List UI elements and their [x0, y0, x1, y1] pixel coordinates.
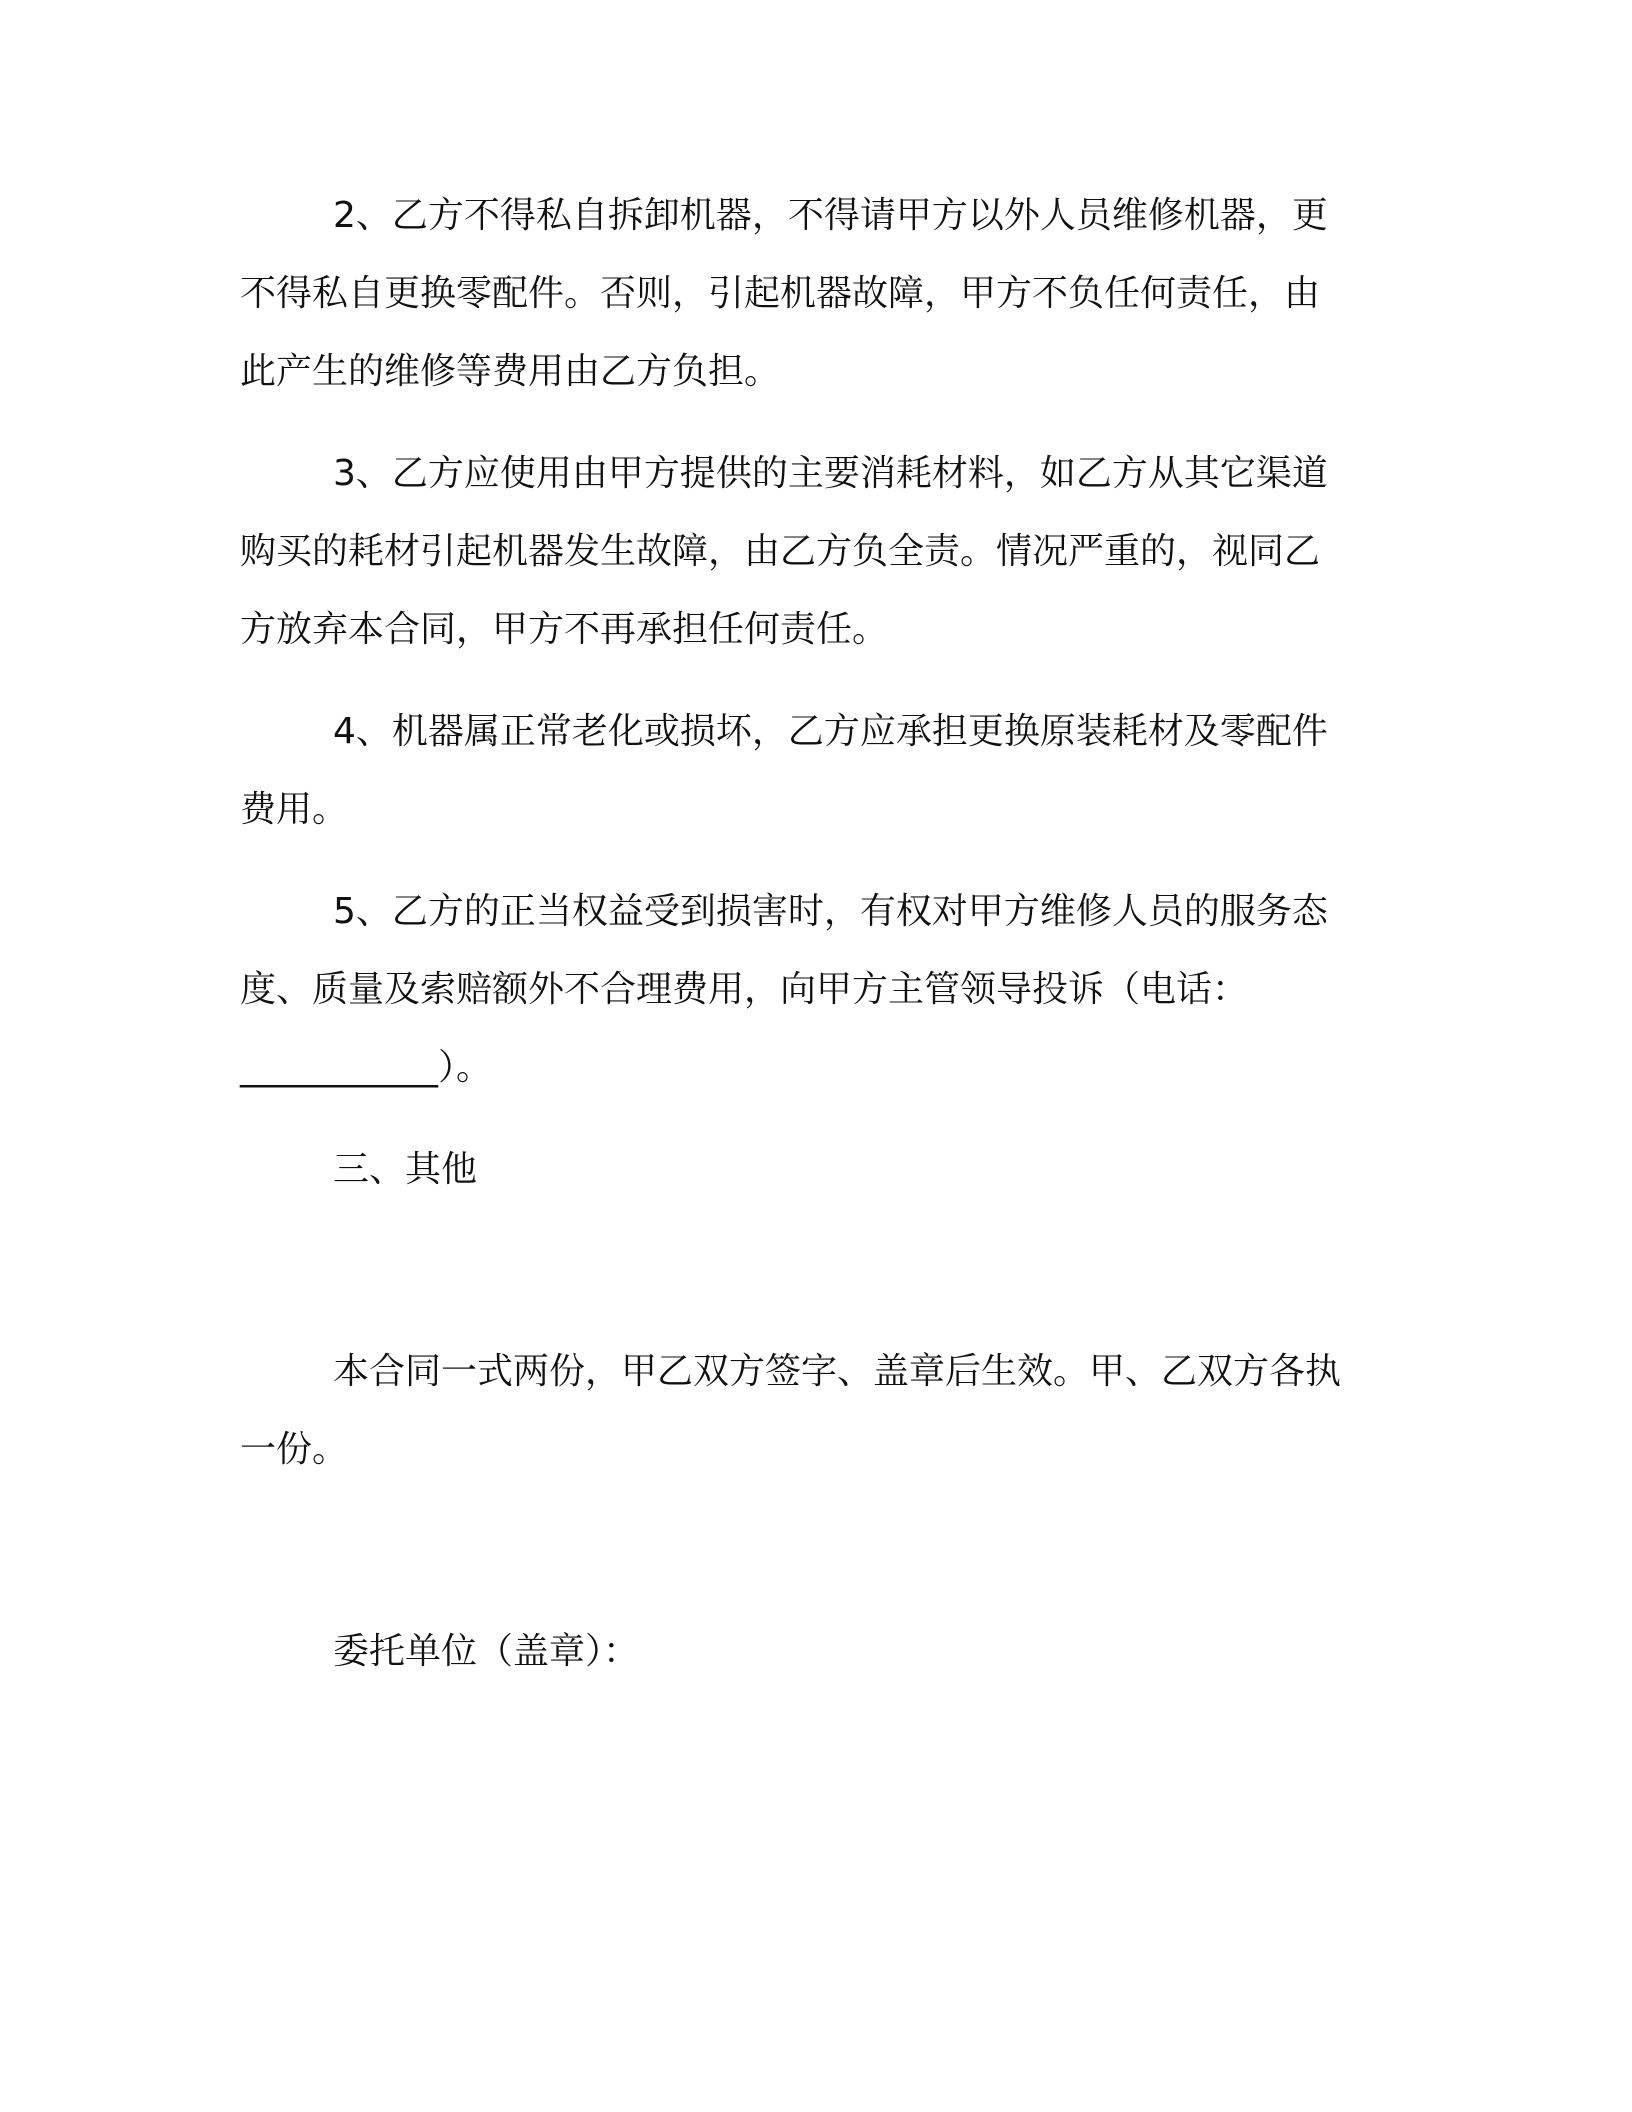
clause-2-line-3: 此产生的维修等费用由乙方负担。: [240, 351, 781, 392]
copies-line-2: 一份。: [240, 1429, 349, 1470]
clause-3-line-1: 3、乙方应使用由甲方提供的主要消耗材料，如乙方从其它渠道: [333, 453, 1328, 494]
clause-2-line-1: 2、乙方不得私自拆卸机器，不得请甲方以外人员维修机器，更: [333, 195, 1328, 236]
section-heading-other: 三、其他: [333, 1149, 478, 1190]
signature-entrusting-unit: 委托单位（盖章）：: [333, 1631, 640, 1672]
clause-4-line-2: 费用。: [240, 789, 349, 830]
clause-5-phone-line: ___________）。: [240, 1047, 493, 1088]
clause-3-line-3: 方放弃本合同，甲方不再承担任何责任。: [240, 609, 889, 650]
clause-5-line-1: 5、乙方的正当权益受到损害时，有权对甲方维修人员的服务态: [333, 891, 1328, 932]
clause-4-line-1: 4、机器属正常老化或损坏，乙方应承担更换原装耗材及零配件: [333, 711, 1328, 752]
clause-5-line-2: 度、质量及索赔额外不合理费用，向甲方主管领导投诉（电话：: [240, 969, 1249, 1010]
copies-line-1: 本合同一式两份，甲乙双方签字、盖章后生效。甲、乙双方各执: [333, 1351, 1342, 1392]
clause-3-line-2: 购买的耗材引起机器发生故障，由乙方负全责。情况严重的，视同乙: [240, 531, 1321, 572]
clause-2-line-2: 不得私自更换零配件。否则，引起机器故障，甲方不负任何责任，由: [240, 273, 1321, 314]
